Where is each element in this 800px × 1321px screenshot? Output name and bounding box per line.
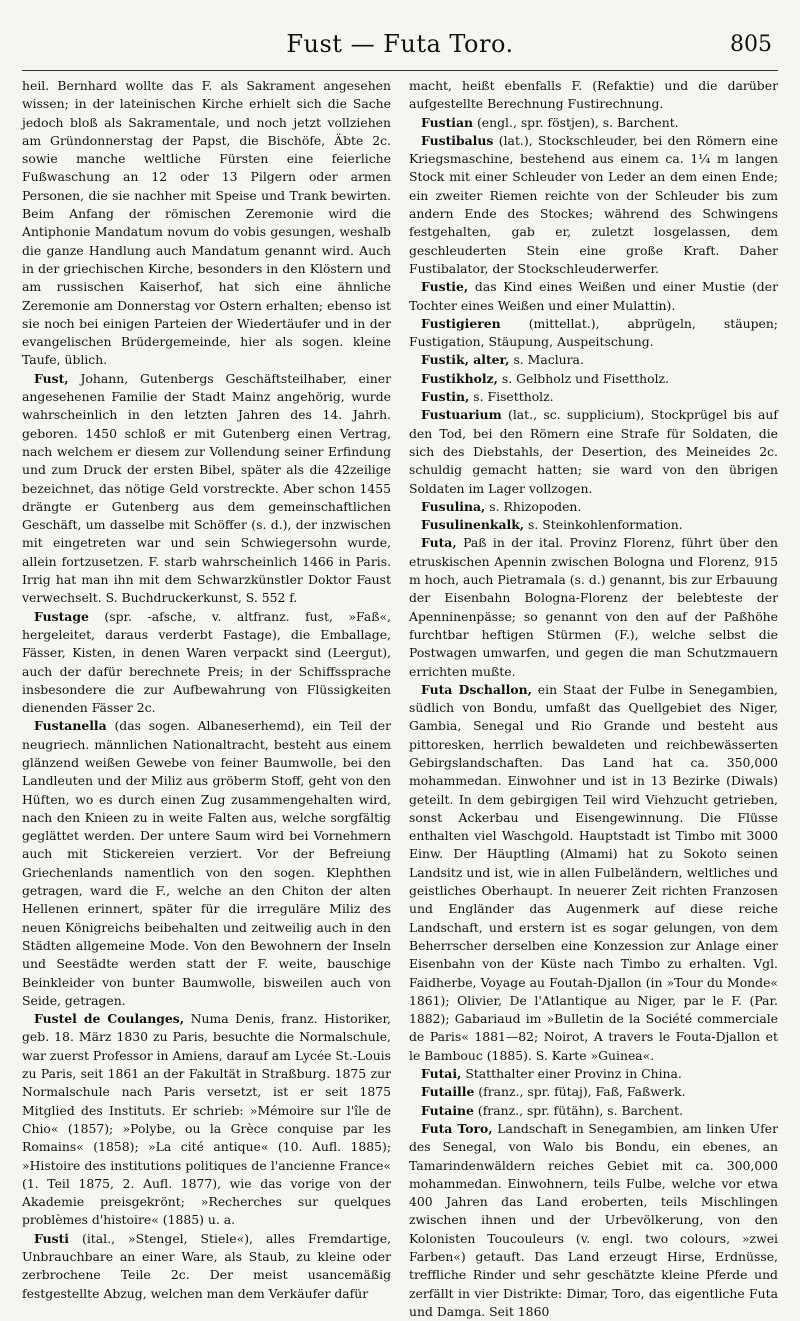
entry-headword: Fustik, alter, — [421, 352, 510, 368]
entry-headword: Futa Dschallon, — [421, 681, 532, 697]
entry-headword: Fustuarium — [421, 407, 502, 423]
dictionary-entry — [409, 388, 778, 406]
dictionary-entry — [409, 114, 778, 132]
left-column — [22, 77, 391, 1321]
page-number: 805 — [730, 32, 772, 57]
entry-text: s. Fisettholz. — [469, 389, 554, 405]
running-header — [22, 30, 778, 68]
dictionary-entry — [409, 1083, 778, 1101]
dictionary-entry — [409, 1102, 778, 1120]
dictionary-entry — [409, 351, 778, 369]
entry-text: s. Gelbholz und Fisettholz. — [497, 370, 670, 386]
entry-text: (spr. -afsche, v. altfranz. fust, »Faß«, hergeleitet, daraus verderbt Fastage), die Emballage, Fässer, Kisten, in denen Waren verpackt sind (Leergut), auch der dafür berechnete Preis; in der Schiffssprache insbesondere die zur Aufbewahrung von Flüssigkeiten dienenden Fässer 2c. — [22, 608, 391, 716]
dictionary-entry — [409, 516, 778, 534]
dictionary-entry — [409, 681, 778, 1065]
entry-headword: Fustie, — [421, 279, 469, 295]
entry-headword: Fust, — [34, 370, 69, 386]
entry-text: das Kind eines Weißen und einer Mustie (der Tochter eines Weißen und einer Mulattin). — [409, 279, 778, 313]
entry-text: ein Staat der Fulbe in Senegambien, südlich von Bondu, umfaßt das Quellgebiet des Niger, Gambia, Senegal und Rio Grande und besteht aus pittoresken, herrlich bewaldeten und reichbewässerten Gebirgslandschaften. Das Land hat ca. 350,000 mohammedan. Einwohner und ist in 13 Bezirke (Diwals) geteilt. In dem gebirgigen Teil wird Viehzucht getrieben, sonst Ackerbau und Eisengewinnung. Die Flüsse enthalten viel Waschgold. Hauptstadt ist Timbo mit 3000 Einw. Der Häuptling (Almami) hat zu Sokoto seinen Landsitz und ist, wie in allen Fulbeländern, weltliches und geistliches Oberhaupt. In neuerer Zeit richten Franzosen und Engländer das Augenmerk auf diese reiche Landschaft, und erstern ist es sogar gelungen, von dem Beherrscher derselben eine Konzession zur Anlage einer Eisenbahn von der Küste nach Timbo zu erhalten. Vgl. Faidherbe, Voyage au Foutah-Djallon (in »Tour du Monde« 1861); Olivier, De l'Atlantique au Niger, par le F. (Par. 1882); Gabariaud im »Bulletin de la Société commerciale de Paris« 1881—82; Noirot, A travers le Fouta-Djallon et le Bambouc (1885). S. Karte »Guinea«. — [409, 681, 778, 1063]
entry-text: (ital., »Stengel, Stiele«), alles Fremdartige, Unbrauchbare an einer Ware, als Staub, zu kleine oder zerbrochene Teile 2c. Der meist usancemäßig festgestellte Abzug, welchen man dem Verkäufer dafür — [22, 1230, 391, 1301]
entry-text: Numa Denis, franz. Historiker, geb. 18. März 1830 zu Paris, besuchte die Normalschule, war zuerst Professor in Amiens, darauf am Lycée St.-Louis zu Paris, seit 1861 an der Fakultät in Straßburg. 1875 zur Normalschule nach Paris versetzt, ist er seit 1875 Mitglied des Instituts. Er schrieb: »Mémoire sur l'île de Chio« (1857); »Polybe, ou la Grèce conquise par les Romains« (1858); »La cité antique« (10. Aufl. 1885); »Histoire des institutions politiques de l'ancienne France« (1. Teil 1875, 2. Aufl. 1877), wie das vorige von der Akademie preisgekrönt; »Recherches sur quelques problèmes d'histoire« (1885) u. a. — [22, 1011, 392, 1228]
entry-headword: Fustigieren — [421, 315, 501, 331]
entry-headword: Fusti — [34, 1230, 69, 1246]
dictionary-entry — [22, 1010, 391, 1230]
entry-text: Landschaft in Senegambien, am linken Ufer des Senegal, von Walo bis Bondu, ein ebenes, an Tamarindenwäldern reiches Gebiet mit ca. 300,000 mohammedan. Einwohnern, teils Fulbe, welche vor etwa 400 Jahren das Land eroberten, teils Mischlingen zwischen ihnen und der Urbevölkerung, von den Kolonisten Toucouleurs (v. engl. two colours, »zwei Farben«) getauft. Das Land erzeugt Hirse, Erdnüsse, treffliche Rinder und sehr geschätzte kleine Pferde und zerfällt in vier Distrikte: Dimar, Toro, das eigentliche Futa und Damga. Seit 1860 — [409, 1120, 778, 1319]
dictionary-entry — [22, 1230, 391, 1303]
dictionary-entry — [409, 498, 778, 516]
entry-text: (franz., spr. fütaj), Faß, Faßwerk. — [474, 1084, 686, 1100]
dictionary-entry — [409, 77, 778, 114]
entry-text: macht, heißt ebenfalls F. (Refaktie) und die darüber aufgestellte Berechnung Fustirechnung. — [409, 78, 778, 112]
dictionary-entry — [409, 315, 778, 352]
entry-headword: Fustian — [421, 114, 474, 130]
entry-text: s. Steinkohlenformation. — [524, 517, 683, 533]
entry-headword: Futaine — [421, 1102, 474, 1118]
header-rule — [22, 70, 778, 71]
dictionary-entry — [409, 1065, 778, 1083]
entry-headword: Futa, — [421, 535, 457, 551]
entry-text: Johann, Gutenbergs Geschäftsteilhaber, einer angesehenen Familie der Stadt Mainz angehörig, wurde wahrscheinlich in den letzten Jahren des 14. Jahrh. geboren. 1450 schloß er mit Gutenberg einen Vertrag, nach welchem er diesem zur Vollendung seiner Erfindung und zum Druck der ersten Bibel, später als die 42zeilige bezeichnet, das nötige Geld vorstreckte. Aber schon 1455 drängte er Gutenberg aus dem gemeinschaftlichen Geschäft, um dasselbe mit Schöffer (s. d.), der inzwischen mit eingetreten war und sein Schwiegersohn wurde, allein fortzusetzen. F. starb wahrscheinlich 1466 in Paris. Irrig hat man ihn mit dem Schwarzkünstler Doktor Faust verwechselt. S. Buchdruckerkunst, S. 552 f. — [22, 370, 391, 606]
entry-text: (lat.), Stockschleuder, bei den Römern eine Kriegsmaschine, bestehend aus einem ca. 1¼ m langen Stock mit einer Schleuder von Leder an dem einen Ende; ein zweiter Riemen reichte von der Schleuder bis zum andern Ende des Stockes; während des Schwingens festgehalten, gab er, zuletzt losgelassen, dem geschleuderten Stein eine große Kraft. Daher Fustibalator, der Stockschleuderwerfer. — [409, 132, 778, 276]
entry-headword: Fustage — [34, 608, 89, 624]
entry-headword: Fustikholz, — [421, 370, 498, 386]
dictionary-entry — [22, 608, 391, 718]
dictionary-entry — [409, 132, 778, 278]
entry-headword: Fustel de Coulanges, — [34, 1011, 185, 1027]
entry-text: (das sogen. Albaneserhemd), ein Teil der neugriech. männlichen Nationaltracht, besteht aus einem glänzend weißen Gewebe von feiner Baumwolle, bei den Landleuten und der Miliz aus gröberm Stoff, geht von den Hüften, wo es durch einen Zug zusammengehalten wird, nach den Knieen zu in weite Falten aus, welche sorgfältig geglättet werden. Der untere Saum wird bei Vornehmern auch mit Stickereien verziert. Vor der Befreiung Griechenlands namentlich von den sogen. Klephthen getragen, ward die F., welche an den Chiton der alten Hellenen erinnert, später für die irreguläre Miliz des neuen Königreichs beibehalten und zeitweilig auch in den Städten allgemeine Mode. Von den Bewohnern der Inseln und Seestädte werden statt der F. weite, bauschige Beinkleider von bunter Baumwolle, bisweilen auch von Seide, getragen. — [22, 718, 391, 1008]
dictionary-entry — [409, 1120, 778, 1321]
entry-text: (mittellat.), abprügeln, stäupen; Fustigation, Stäupung, Auspeitschung. — [409, 315, 778, 350]
entry-text: (engl., spr. föstjen), s. Barchent. — [473, 114, 679, 130]
entry-text: s. Maclura. — [509, 352, 584, 368]
entry-text: heil. Bernhard wollte das F. als Sakrament angesehen wissen; in der lateinischen Kirche erhielt sich die Sache jedoch bloß als Sakramentale, und noch jetzt vollziehen am Gründonnerstag der Papst, die Bischöfe, Äbte 2c. sowie manche weltliche Fürsten eine feierliche Fußwaschung an 12 oder 13 Pilgern oder armen Personen, die sie nachher mit Speise und Trank bewirten. Beim Anfang der römischen Zeremonie wird die Antiphonie Mandatum novum do vobis gesungen, weshalb die ganze Handlung auch Mandatum genannt wird. Auch in der griechischen Kirche, besonders in den Klöstern und am russischen Kaiserhof, hat sich eine ähnliche Zeremonie am Donnerstag vor Ostern erhalten; ebenso ist sie noch bei einigen Parteien der Wiedertäufer und in der evangelischen Brüdergemeinde, hier als sogen. kleine Taufe, üblich. — [22, 78, 391, 368]
columns — [22, 77, 778, 1321]
entry-headword: Futaille — [421, 1084, 475, 1100]
entry-headword: Fusulinenkalk, — [421, 517, 525, 533]
entry-text: Statthalter einer Provinz in China. — [461, 1066, 682, 1082]
entry-text: s. Rhizopoden. — [485, 498, 582, 514]
entry-text: (lat., sc. supplicium), Stockprügel bis auf den Tod, bei den Römern eine Strafe für Soldaten, die sich des Diebstahls, der Desertion, des Meineides 2c. schuldig gemacht hatten; sie ward von den übrigen Soldaten im Lager vollzogen. — [409, 407, 778, 496]
entry-headword: Fustanella — [34, 718, 107, 734]
entry-headword: Futai, — [421, 1066, 462, 1082]
entry-headword: Fustibalus — [421, 132, 494, 148]
right-column — [409, 77, 778, 1321]
dictionary-entry — [409, 370, 778, 388]
entry-headword: Fustin, — [421, 389, 470, 405]
dictionary-entry — [22, 77, 391, 370]
entry-text: (franz., spr. fütähn), s. Barchent. — [473, 1102, 684, 1118]
entry-text: Paß in der ital. Provinz Florenz, führt über den etruskischen Apennin zwischen Bologna und Florenz, 915 m hoch, auch Pietramala (s. d.) genannt, bis zur Erbauung der Eisenbahn Bologna-Florenz der belebteste der Apenninenpässe; so genannt von den auf der Paßhöhe furchtbar heftigen Stürmen (F.), welche selbst die Postwagen umwarfen, und gegen die man Schutzmauern errichten mußte. — [409, 535, 778, 679]
dictionary-entry — [409, 406, 778, 497]
entry-headword: Futa Toro, — [421, 1120, 493, 1136]
entry-headword: Fusulina, — [421, 498, 486, 514]
dictionary-entry — [22, 370, 391, 608]
dictionary-entry — [22, 717, 391, 1010]
page-title: Fust — Futa Toro. — [286, 30, 514, 58]
dictionary-entry — [409, 534, 778, 680]
dictionary-entry — [409, 278, 778, 315]
